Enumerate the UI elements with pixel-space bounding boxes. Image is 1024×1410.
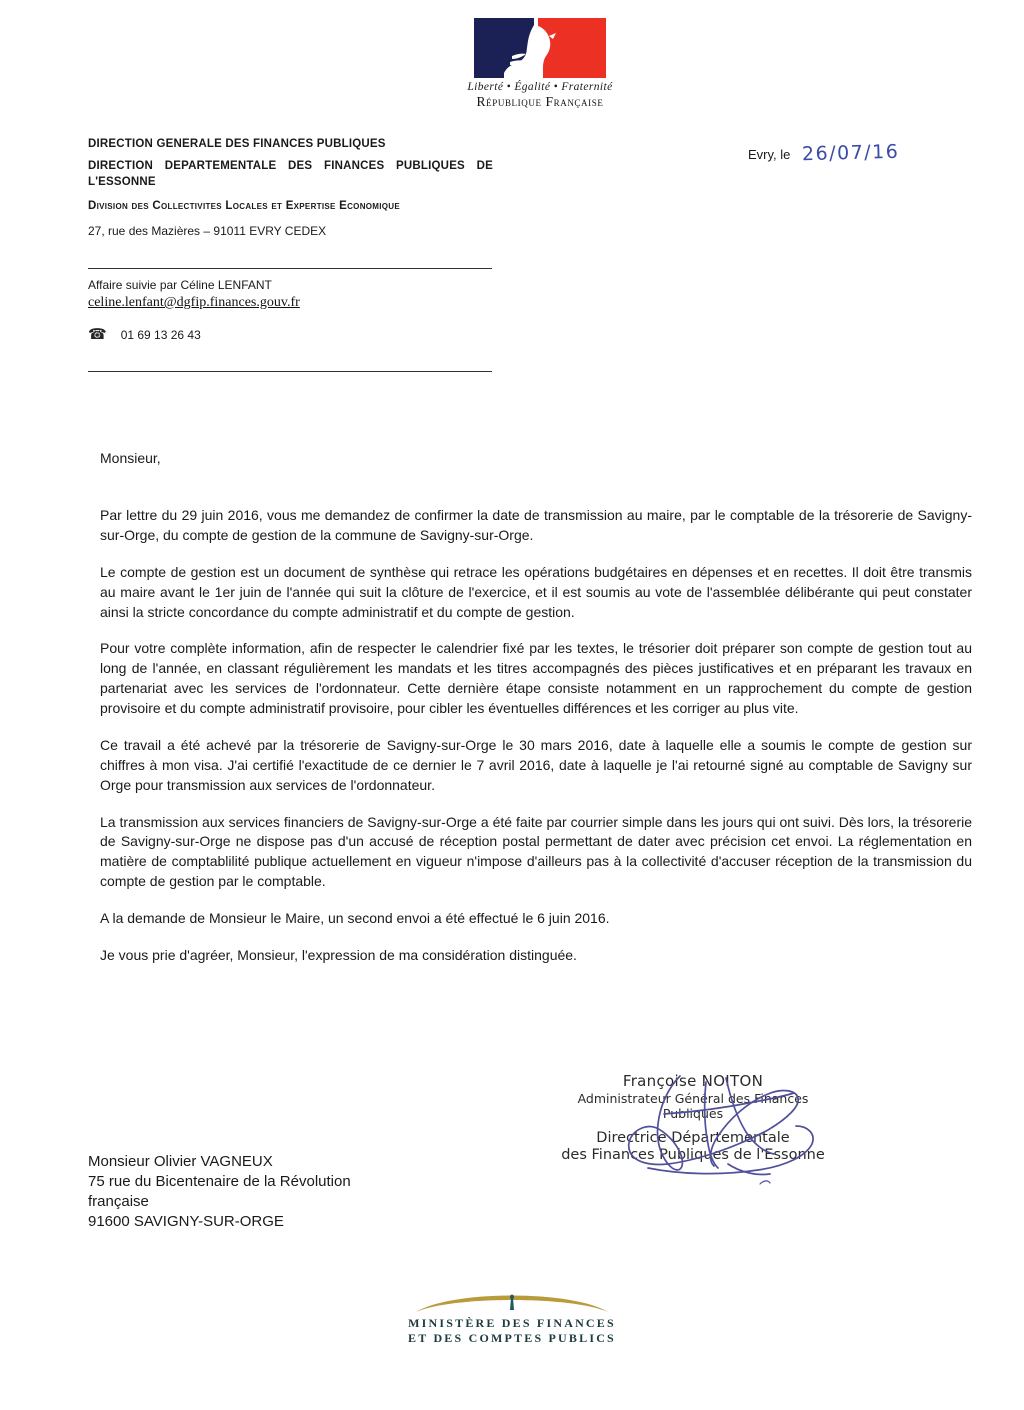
republic-name: République Française — [476, 94, 604, 109]
closing-formula: Je vous prie d'agréer, Monsieur, l'expression de ma considération distinguée. — [100, 946, 577, 963]
telephone-icon: ☎ — [88, 326, 107, 343]
sender-address: 27, rue des Mazières – 91011 EVRY CEDEX — [88, 224, 327, 239]
contact-handler: Affaire suivie par Céline LENFANT — [88, 278, 272, 292]
division-line: Division des Collectivites Locales et Expertise Economique — [88, 200, 401, 213]
body-paragraph: A la demande de Monsieur le Maire, un second envoi a été effectué le 6 juin 2016. — [100, 910, 610, 926]
ministry-name-line-2: ET DES COMPTES PUBLICS — [408, 1331, 616, 1345]
salutation: Monsieur, — [100, 450, 161, 466]
body-paragraph: Ce travail a été achevé par la trésorerie de Savigny-sur-Orge le 30 mars 2016, date à laquelle elle a soumis le compte de gestion sur chiffres à mon visa. J'ai certifié l'exactitude de ce dernier le 7 avril 2016, date à laquelle je l'ai retourné signé au comptable de Savigny sur Orge pour transmission aux services de l'ordonnateur. — [100, 736, 972, 793]
ministry-arc-icon — [412, 1288, 612, 1314]
letterhead-divider-top — [88, 268, 492, 269]
marianne-profile-icon — [504, 18, 566, 78]
recipient-address-block — [88, 1152, 351, 1232]
recipient-street: 75 rue du Bicentenaire de la Révolution — [88, 1172, 351, 1190]
signatory-role-line-1: Administrateur Général des Finances Publiques — [577, 1091, 809, 1121]
recipient-city: 91600 SAVIGNY-SUR-ORGE — [88, 1212, 284, 1230]
handwritten-date: 26/07/16 — [802, 140, 901, 166]
direction-departementale-line: DIRECTION DEPARTEMENTALE DES FINANCES PUBLIQUES DE L'ESSONNE — [88, 160, 493, 188]
letterhead-block — [88, 138, 493, 238]
contact-phone-row — [88, 327, 498, 342]
contact-phone-number: 01 69 13 26 43 — [120, 327, 201, 342]
direction-generale-line: DIRECTION GENERALE DES FINANCES PUBLIQUES — [88, 138, 386, 150]
signature-block — [548, 1072, 838, 1192]
recipient-name: Monsieur Olivier VAGNEUX — [88, 1153, 273, 1170]
signatory-role-line-3: des Finances Publiques de l'Essonne — [561, 1147, 825, 1163]
body-paragraph: Le compte de gestion est un document de synthèse qui retrace les opérations budgétaires en dépenses et en recettes. Il doit être transmis au maire avant le 1er juin de l'année qui suit la clôture de l'exercice, et il est soumis au vote de l'assemblée délibérante qui peut constater ainsi la stricte concordance du compte administratif et du compte de gestion. — [100, 563, 972, 620]
letter-body — [100, 450, 972, 983]
dateline — [748, 142, 900, 164]
recipient-street-cont: française — [88, 1192, 149, 1210]
ministry-name-line-1: MINISTÈRE DES FINANCES — [408, 1316, 616, 1330]
contact-email-link[interactable]: celine.lenfant@dgfip.finances.gouv.fr — [88, 295, 300, 310]
republique-francaise-logo — [450, 18, 630, 110]
signatory-role-line-2: Directrice Départementale — [596, 1130, 790, 1146]
ministry-footer-logo — [0, 1288, 1024, 1346]
republic-motto: Liberté • Égalité • Fraternité — [467, 81, 613, 93]
body-paragraph: Par lettre du 29 juin 2016, vous me demandez de confirmer la date de transmission au maire, par le comptable de la trésorerie de Savigny-sur-Orge, du compte de gestion de la commune de Savigny-sur-Orge. — [100, 507, 972, 543]
body-paragraph: La transmission aux services financiers de Savigny-sur-Orge a été faite par courrier simple dans les jours qui ont suivi. Dès lors, la trésorerie de Savigny-sur-Orge ne dispose pas d'un accusé de réception postal permettant de dater avec précision cet envoi. La réglementation en matière de comptablilité publique actuellement en vigueur n'impose d'ailleurs pas à la collectivité d'accuser réception de la transmission du compte de gestion par le comptable. — [100, 813, 972, 890]
letterhead-divider-bottom — [88, 371, 492, 372]
signatory-name: Françoise NOITON — [622, 1072, 764, 1090]
marianne-flag-icon — [474, 18, 606, 78]
date-place-prefix: Evry, le — [748, 147, 791, 162]
signatory-details — [548, 1072, 838, 1163]
body-paragraph: Pour votre complète information, afin de respecter le calendrier fixé par les textes, le trésorier doit préparer son compte de gestion tout au long de l'année, en classant régulièrement les mandats et les titres accompagnés des pièces justificatives et en préparant les travaux en partenariat avec les services de l'ordonnateur. Cette dernière étape consiste notamment en un rapprochement du compte de gestion provisoire et du compte administratif provisoire, pour cibler les éventuelles différences et les corriger au plus vite. — [100, 640, 972, 716]
contact-block — [88, 278, 498, 342]
